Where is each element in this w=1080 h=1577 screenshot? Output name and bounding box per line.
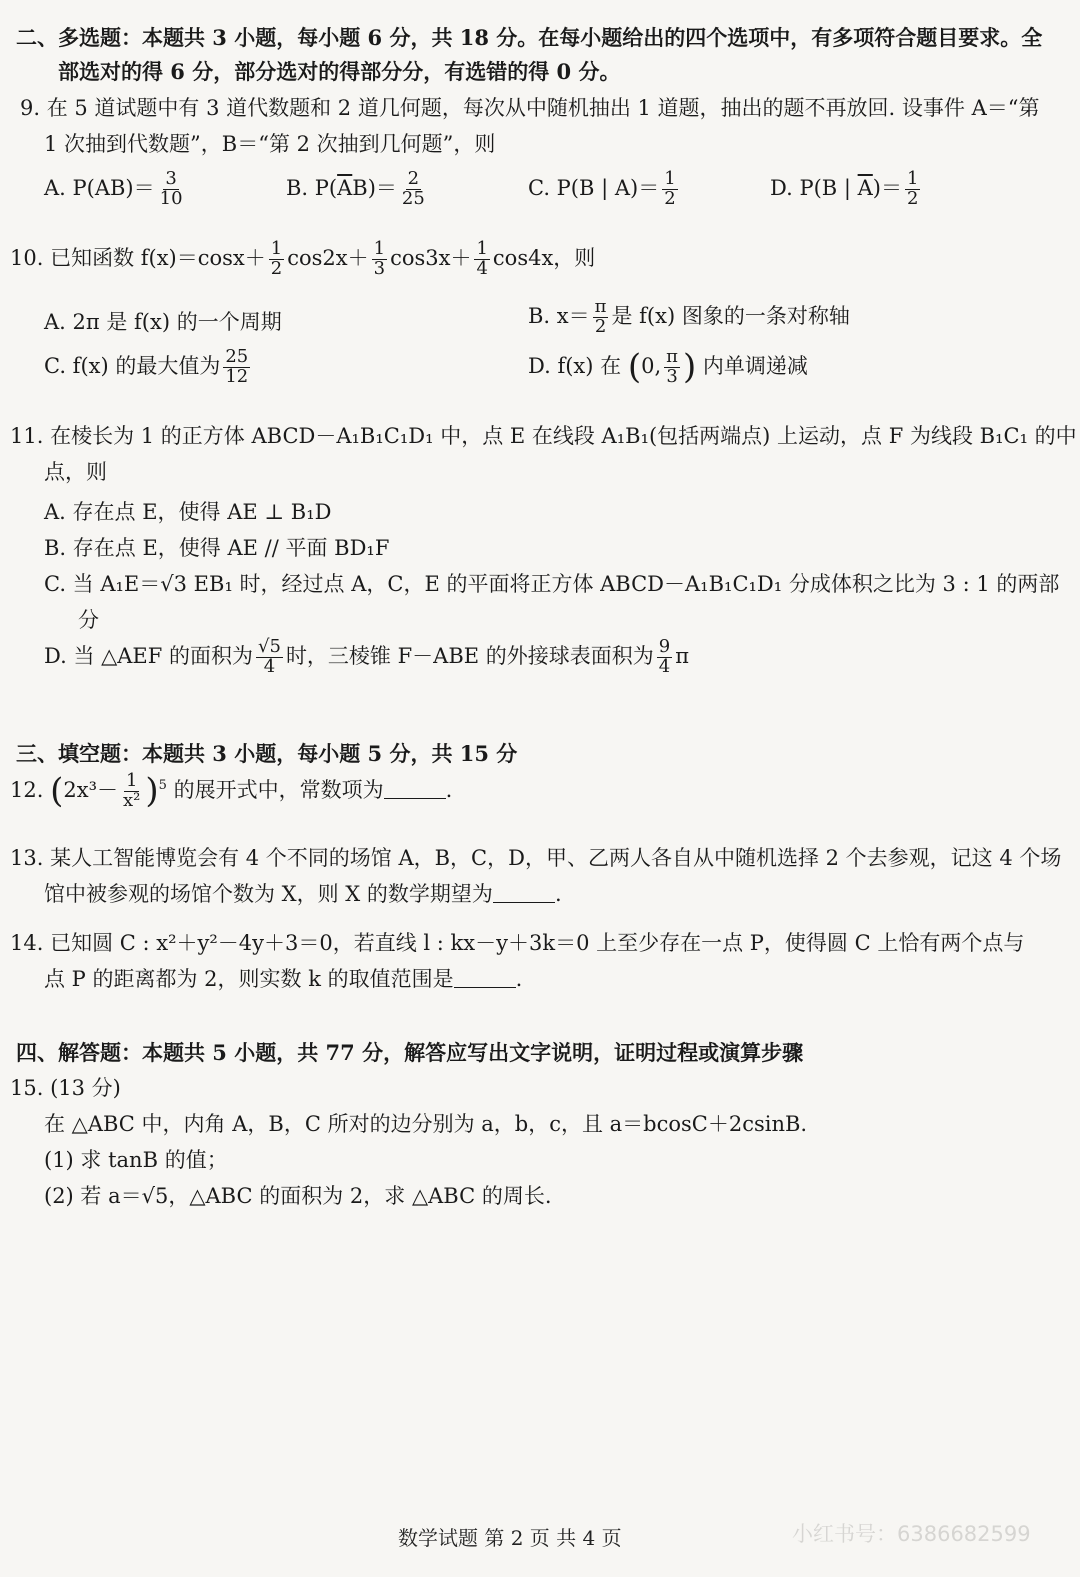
page-footer: 数学试题 第 2 页 共 4 页	[398, 1526, 622, 1550]
q10-option-b: B. x＝ $\frac{\pi}{2}$ 是 f(x) 图象的一条对称轴	[528, 296, 850, 337]
q9-option-d: D. P(B | $\overline{A})=$ $\frac{1}{2}$	[770, 168, 919, 209]
q15-part2: (2) 若 a＝√5，△ABC 的面积为 2，求 △ABC 的周长.	[44, 1184, 552, 1208]
q9-option-b: B. $P(\overline{A}B)=$ $\frac{2}{25}$	[286, 168, 425, 209]
q11-stem-line2: 点，则	[44, 460, 107, 484]
q11-option-c-line2: 分	[78, 608, 99, 632]
q9-stem-line1: 9. 在 5 道试题中有 3 道代数题和 2 道几何题，每次从中随机抽出 1 道题，抽出的题不再放回. 设事件 A＝“第	[20, 96, 1040, 120]
q11-option-c-line1: C. 当 A₁E＝√3 EB₁ 时，经过点 A，C，E 的平面将正方体 ABCD－A₁B₁C₁D₁ 分成体积之比为 3 : 1 的两部	[44, 572, 1060, 596]
q9-stem-line2: 1 次抽到代数题”，B＝“第 2 次抽到几何题”，则	[44, 132, 496, 156]
section2-heading-line2: 部选对的得 6 分，部分选对的得部分分，有选错的得 0 分。	[58, 59, 621, 84]
q10-option-c: C. f(x) 的最大值为 $\frac{25}{12}$	[44, 346, 249, 387]
section2-heading-line1: 二、多选题：本题共 3 小题，每小题 6 分，共 18 分。在每小题给出的四个选项中，有多项符合题目要求。全	[16, 25, 1043, 50]
q15-part1: (1) 求 tanB 的值；	[44, 1148, 228, 1172]
q14-stem-line2: 点 P 的距离都为 2，则实数 k 的取值范围是 .	[44, 967, 523, 991]
q14-stem-line1: 14. 已知圆 C : x²＋y²－4y＋3＝0，若直线 l : kx－y＋3k＝0 上至少存在一点 P，使得圆 C 上恰有两个点与	[10, 931, 1025, 955]
q14-answer-blank[interactable]	[454, 969, 516, 988]
watermark: 小红书号：6386682599	[792, 1522, 1031, 1546]
q15-title: 15. (13 分)	[10, 1076, 121, 1100]
q11-option-a: A. 存在点 E，使得 AE ⊥ B₁D	[44, 500, 332, 524]
section3-heading: 三、填空题：本题共 3 小题，每小题 5 分，共 15 分	[16, 741, 518, 766]
q11-option-b: B. 存在点 E，使得 AE // 平面 BD₁F	[44, 536, 390, 560]
q10-option-d: D. f(x) 在 (0, $\frac{\pi}{3}$ ) 内单调递减	[528, 346, 808, 387]
q11-option-d: D. 当 △AEF 的面积为 $\frac{√5}{4}$ 时，三棱锥 F－ABE 的外接球表面积为 $\frac{9}{4}$ π	[44, 636, 690, 677]
q12-answer-blank[interactable]	[384, 780, 446, 799]
q13-answer-blank[interactable]	[493, 884, 555, 903]
q10-option-a: A. 2π 是 f(x) 的一个周期	[44, 310, 282, 334]
q13-stem-line2: 馆中被参观的场馆个数为 X，则 X 的数学期望为 .	[44, 882, 562, 906]
q9-option-c: C. P(B | A)＝ $\frac{1}{2}$	[528, 168, 676, 209]
q15-stem: 在 △ABC 中，内角 A，B，C 所对的边分别为 a，b，c，且 a＝bcosC＋2csinB.	[44, 1112, 808, 1136]
q9-option-a: A. P(AB)＝ $\frac{3}{10}$	[44, 168, 183, 209]
q10-stem: 10. 已知函数 f(x)＝cosx＋ $\frac{1}{2}$ cos2x＋ $\frac{1}{3}$ cos3x＋ $\frac{1}{4}$ cos4x，则	[10, 238, 596, 279]
section4-heading: 四、解答题：本题共 5 小题，共 77 分，解答应写出文字说明，证明过程或演算步骤	[16, 1040, 804, 1065]
q13-stem-line1: 13. 某人工智能博览会有 4 个不同的场馆 A，B，C，D，甲、乙两人各自从中随机选择 2 个去参观，记这 4 个场	[10, 846, 1062, 870]
q11-stem-line1: 11. 在棱长为 1 的正方体 ABCD－A₁B₁C₁D₁ 中，点 E 在线段 A₁B₁(包括两端点) 上运动，点 F 为线段 B₁C₁ 的中	[10, 424, 1077, 448]
q12-stem: 12. (2x³－ $\frac{1}{\text{x²}}$ )$^5$ 的展开式中，常数项为 .	[10, 770, 453, 811]
